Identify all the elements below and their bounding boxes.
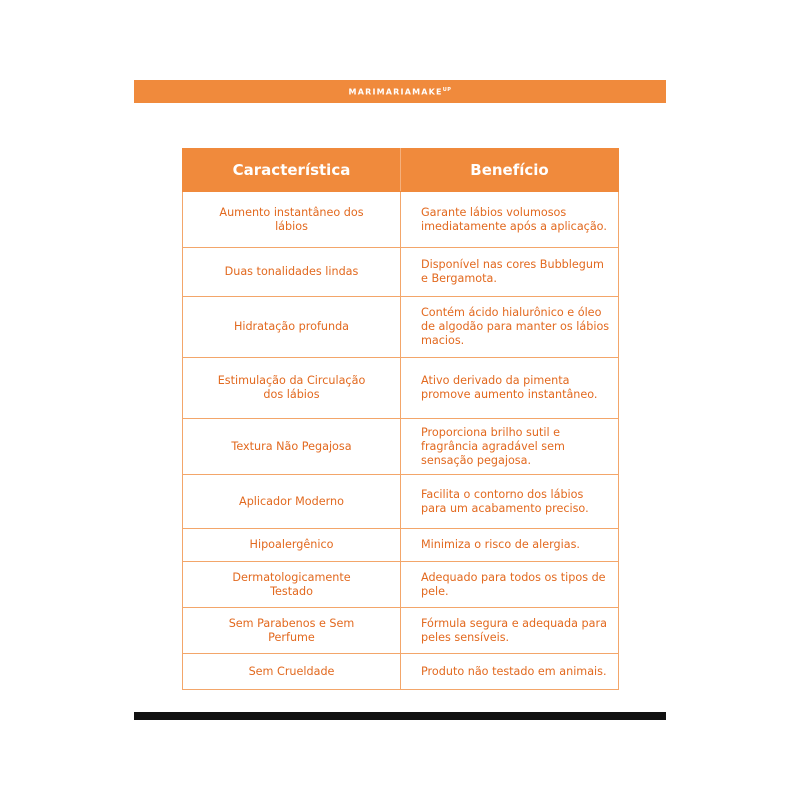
feature-cell: Hidratação profunda xyxy=(183,297,401,358)
benefit-cell: Minimiza o risco de alergias. xyxy=(401,529,619,562)
header-feature: Característica xyxy=(183,149,401,192)
feature-cell: Duas tonalidades lindas xyxy=(183,248,401,297)
benefit-cell: Ativo derivado da pimenta promove aumento instantâneo. xyxy=(401,358,619,419)
features-table xyxy=(182,148,619,690)
brand-logo xyxy=(349,87,452,97)
benefit-cell: Facilita o contorno dos lábios para um acabamento preciso. xyxy=(401,475,619,529)
table-row xyxy=(183,608,619,654)
table-row xyxy=(183,297,619,358)
brand-suffix: UP xyxy=(442,86,452,93)
benefit-cell: Contém ácido hialurônico e óleo de algodão para manter os lábios macios. xyxy=(401,297,619,358)
feature-cell: Textura Não Pegajosa xyxy=(183,419,401,475)
brand-banner xyxy=(134,80,666,103)
table-row xyxy=(183,529,619,562)
feature-cell: Aplicador Moderno xyxy=(183,475,401,529)
feature-cell: Estimulação da Circulação dos lábios xyxy=(183,358,401,419)
feature-cell: Hipoalergênico xyxy=(183,529,401,562)
table-row xyxy=(183,358,619,419)
header-benefit: Benefício xyxy=(401,149,619,192)
benefit-cell: Produto não testado em animais. xyxy=(401,654,619,690)
table-row xyxy=(183,654,619,690)
table-row xyxy=(183,419,619,475)
table-row xyxy=(183,475,619,529)
table-header-row xyxy=(183,149,619,192)
feature-cell: Dermatologicamente Testado xyxy=(183,562,401,608)
benefit-cell: Garante lábios volumosos imediatamente após a aplicação. xyxy=(401,192,619,248)
feature-cell: Sem Crueldade xyxy=(183,654,401,690)
table-row xyxy=(183,192,619,248)
benefit-cell: Adequado para todos os tipos de pele. xyxy=(401,562,619,608)
benefit-cell: Proporciona brilho sutil e fragrância agradável sem sensação pegajosa. xyxy=(401,419,619,475)
table-row xyxy=(183,248,619,297)
table-row xyxy=(183,562,619,608)
feature-cell: Aumento instantâneo dos lábios xyxy=(183,192,401,248)
benefit-cell: Fórmula segura e adequada para peles sensíveis. xyxy=(401,608,619,654)
feature-cell: Sem Parabenos e Sem Perfume xyxy=(183,608,401,654)
brand-name: MARIMARIAMAKE xyxy=(348,87,443,97)
benefit-cell: Disponível nas cores Bubblegum e Bergamota. xyxy=(401,248,619,297)
bottom-bar xyxy=(134,712,666,720)
